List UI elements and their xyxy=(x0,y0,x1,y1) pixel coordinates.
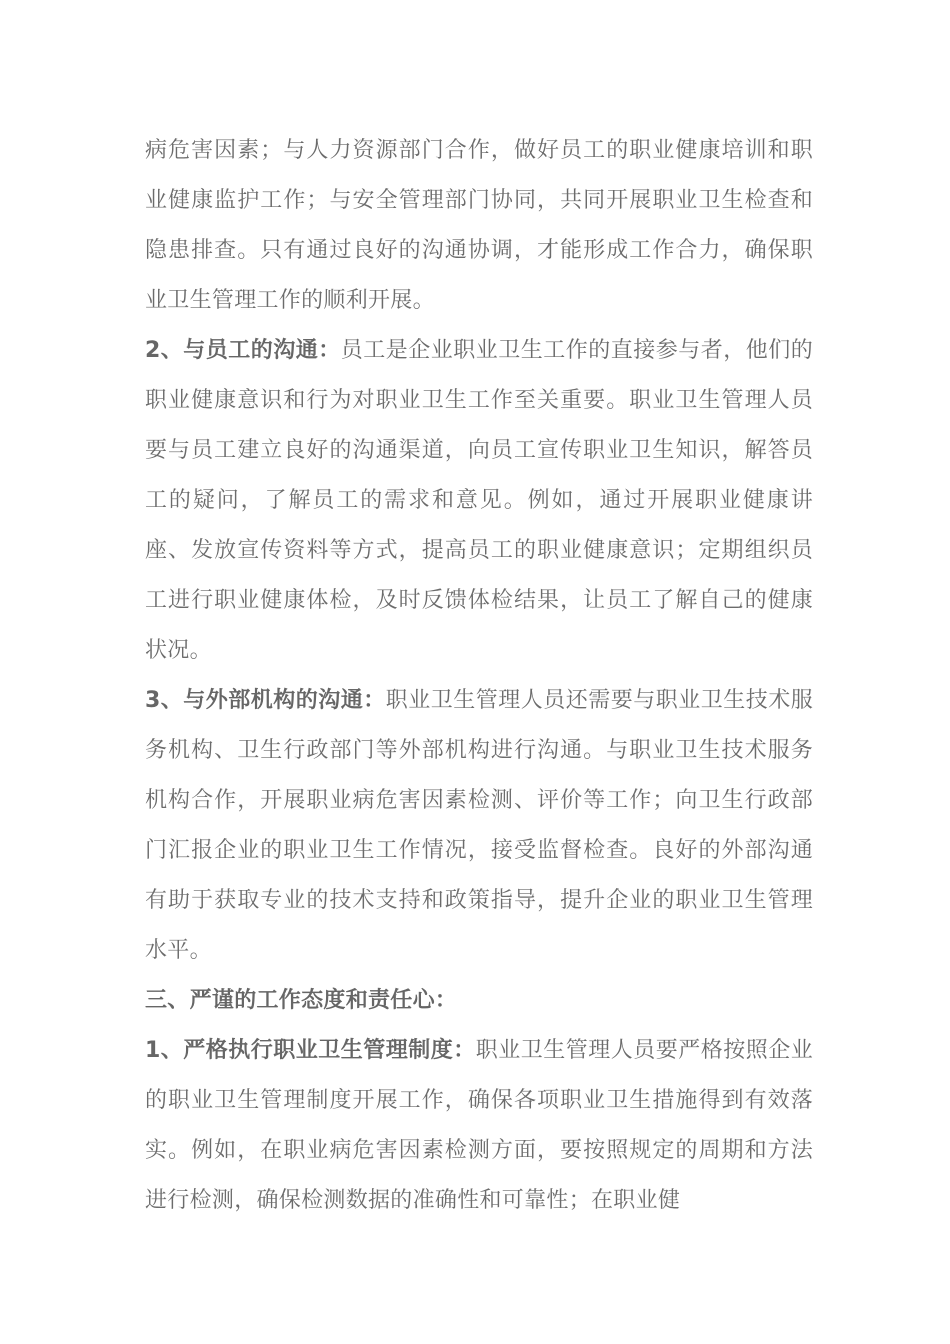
paragraph-external-communication xyxy=(145,676,813,976)
paragraph-text: 职业卫生管理人员还需要与职业卫生技术服务机构、卫生行政部门等外部机构进行沟通。与职业卫生技术服务机构合作，开展职业病危害因素检测、评价等工作；向卫生行政部门汇报企业的职业卫生工作情况，接受监督检查。良好的外部沟通有助于获取专业的技术支持和政策指导，提升企业的职业卫生管理水平。 xyxy=(145,688,813,963)
paragraph-text: 病危害因素；与人力资源部门合作，做好员工的职业健康培训和职业健康监护工作；与安全管理部门协同，共同开展职业卫生检查和隐患排查。只有通过良好的沟通协调，才能形成工作合力，确保职业卫生管理工作的顺利开展。 xyxy=(145,138,813,313)
paragraph-text: 员工是企业职业卫生工作的直接参与者，他们的职业健康意识和行为对职业卫生工作至关重要。职业卫生管理人员要与员工建立良好的沟通渠道，向员工宣传职业卫生知识，解答员工的疑问，了解员工的需求和意见。例如，通过开展职业健康讲座、发放宣传资料等方式，提高员工的职业健康意识；定期组织员工进行职业健康体检，及时反馈体检结果，让员工了解自己的健康状况。 xyxy=(145,338,813,663)
paragraph-strict-execution xyxy=(145,1026,813,1226)
paragraph-heading: 2、与员工的沟通： xyxy=(145,338,341,363)
paragraph-employee-communication xyxy=(145,326,813,676)
document-body xyxy=(145,126,813,1226)
paragraph-heading: 3、与外部机构的沟通： xyxy=(145,688,386,713)
section-heading-work-attitude xyxy=(145,976,813,1026)
paragraph-heading: 1、严格执行职业卫生管理制度： xyxy=(145,1038,476,1063)
section-heading: 三、严谨的工作态度和责任心： xyxy=(145,988,458,1013)
paragraph-cross-department-continuation xyxy=(145,126,813,326)
paragraph-text: 职业卫生管理人员要严格按照企业的职业卫生管理制度开展工作，确保各项职业卫生措施得到有效落实。例如，在职业病危害因素检测方面，要按照规定的周期和方法进行检测，确保检测数据的准确性和可靠性；在职业健 xyxy=(145,1038,813,1213)
